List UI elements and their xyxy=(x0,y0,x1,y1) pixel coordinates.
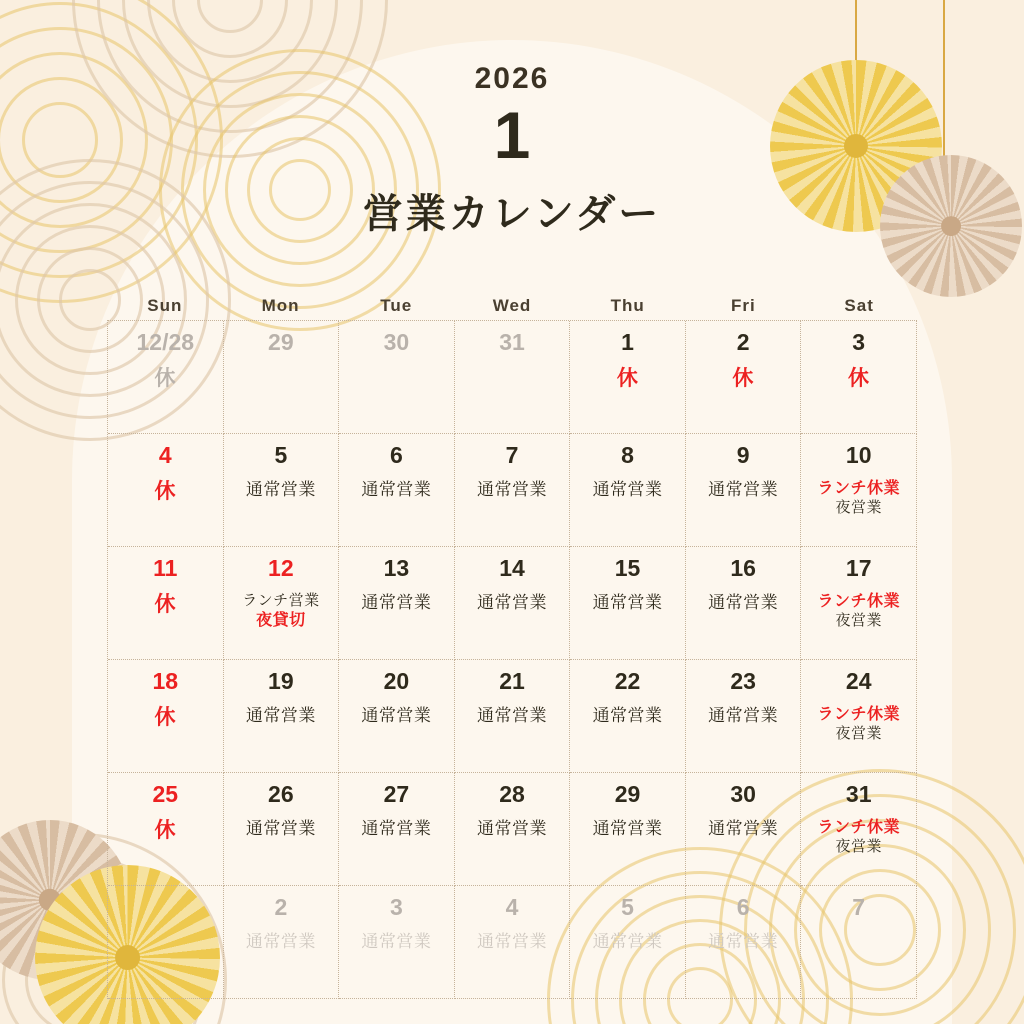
day-number: 6 xyxy=(736,894,750,920)
calendar-day-cell[interactable] xyxy=(108,886,224,999)
day-number: 17 xyxy=(845,555,872,581)
calendar-day-cell[interactable] xyxy=(801,434,917,547)
calendar-day-cell[interactable] xyxy=(224,547,340,660)
day-number: 5 xyxy=(621,894,634,920)
calendar-day-cell[interactable] xyxy=(455,660,571,773)
weekday-label-mon: Mon xyxy=(261,296,300,315)
day-note: 通常営業 xyxy=(361,706,432,726)
day-note: 通常営業 xyxy=(592,480,663,500)
day-note: 休 xyxy=(154,819,177,843)
calendar-day-cell[interactable] xyxy=(339,886,455,999)
day-note: 通常営業 xyxy=(476,480,547,500)
day-number: 25 xyxy=(152,781,179,807)
calendar-day-cell[interactable] xyxy=(686,434,802,547)
calendar-day-cell[interactable] xyxy=(455,434,571,547)
day-note: 通常営業 xyxy=(476,932,547,952)
day-number: 10 xyxy=(845,442,872,468)
day-number: 22 xyxy=(614,668,641,694)
day-note: 休 xyxy=(154,593,177,617)
day-note: 通常営業 xyxy=(708,593,779,613)
year-label: 2026 xyxy=(474,62,550,95)
calendar-week-row xyxy=(108,547,917,660)
day-number: 12/28 xyxy=(136,329,195,355)
day-note: 休 xyxy=(732,367,754,391)
day-note-line-1: ランチ休業 xyxy=(817,480,900,498)
calendar-day-cell[interactable] xyxy=(570,321,686,434)
calendar-day-cell[interactable] xyxy=(339,321,455,434)
day-note: 通常営業 xyxy=(245,819,316,839)
calendar-day-cell[interactable] xyxy=(455,886,571,999)
calendar-day-cell[interactable] xyxy=(455,547,571,660)
day-note: 休 xyxy=(154,706,177,730)
calendar-week-row xyxy=(108,434,917,547)
day-note: 通常営業 xyxy=(592,819,663,839)
day-note-line-2: 夜営業 xyxy=(835,499,882,517)
calendar-day-cell[interactable] xyxy=(339,547,455,660)
day-note xyxy=(224,592,339,631)
day-note-line-2: 夜貸切 xyxy=(256,612,306,630)
day-number: 31 xyxy=(845,781,872,807)
calendar-day-cell[interactable] xyxy=(686,547,802,660)
day-number: 29 xyxy=(268,329,294,355)
day-note xyxy=(801,705,916,744)
calendar-day-cell[interactable] xyxy=(570,434,686,547)
calendar-day-cell[interactable] xyxy=(108,434,224,547)
day-number: 3 xyxy=(390,894,403,920)
day-number: 30 xyxy=(383,329,410,355)
day-note: 休 xyxy=(154,367,177,391)
day-note: 通常営業 xyxy=(476,593,547,613)
day-number: 14 xyxy=(499,555,525,581)
day-note: 通常営業 xyxy=(476,819,547,839)
day-note-line-1: ランチ休業 xyxy=(817,819,900,837)
day-number: 13 xyxy=(383,555,410,581)
day-number: 7 xyxy=(505,442,519,468)
day-note-line-1: ランチ営業 xyxy=(242,592,320,610)
calendar-day-cell[interactable] xyxy=(801,773,917,886)
calendar-day-cell[interactable] xyxy=(224,321,340,434)
calendar-day-cell[interactable] xyxy=(108,547,224,660)
day-note: 通常営業 xyxy=(708,706,779,726)
calendar-day-cell[interactable] xyxy=(224,660,340,773)
day-number: 30 xyxy=(730,781,756,807)
day-note: 休 xyxy=(154,480,177,504)
day-number: 2 xyxy=(736,329,750,355)
calendar-day-cell[interactable] xyxy=(455,321,571,434)
calendar-day-cell[interactable] xyxy=(108,773,224,886)
day-number: 12 xyxy=(268,555,294,581)
weekday-label-tue: Tue xyxy=(380,296,413,315)
day-note: 通常営業 xyxy=(361,593,432,613)
day-number: 23 xyxy=(730,668,756,694)
calendar-day-cell[interactable] xyxy=(570,547,686,660)
day-number: 16 xyxy=(730,555,756,581)
calendar-day-cell[interactable] xyxy=(339,434,455,547)
day-note: 通常営業 xyxy=(245,480,316,500)
day-note: 休 xyxy=(616,367,639,391)
day-note: 通常営業 xyxy=(708,480,779,500)
day-note: 休 xyxy=(847,367,870,391)
day-number: 5 xyxy=(274,442,288,468)
calendar-day-cell[interactable] xyxy=(686,321,802,434)
day-number: 9 xyxy=(736,442,750,468)
day-number: 6 xyxy=(390,442,403,468)
calendar-week-row xyxy=(108,660,917,773)
day-number: 1 xyxy=(621,329,634,355)
calendar-day-cell[interactable] xyxy=(224,773,340,886)
day-note: 通常営業 xyxy=(708,932,779,952)
weekday-label-sun: Sun xyxy=(147,296,183,315)
weekday-label-thu: Thu xyxy=(610,296,645,315)
day-number: 11 xyxy=(153,555,178,581)
day-number: 28 xyxy=(499,781,525,807)
day-number: 29 xyxy=(614,781,641,807)
day-number: 4 xyxy=(158,442,172,468)
calendar-grid xyxy=(107,320,917,999)
calendar-day-cell[interactable] xyxy=(339,660,455,773)
day-number: 24 xyxy=(845,668,872,694)
calendar-day-cell[interactable] xyxy=(801,886,917,999)
day-note: 通常営業 xyxy=(361,480,432,500)
day-number: 26 xyxy=(268,781,294,807)
day-note-line-1: ランチ休業 xyxy=(817,706,900,724)
day-number: 20 xyxy=(383,668,410,694)
calendar-day-cell[interactable] xyxy=(224,886,340,999)
day-note: 通常営業 xyxy=(361,932,432,952)
day-note: 通常営業 xyxy=(361,819,432,839)
day-number: 15 xyxy=(614,555,641,581)
day-note: 通常営業 xyxy=(245,932,316,952)
day-number: 19 xyxy=(268,668,294,694)
weekday-label-fri: Fri xyxy=(731,296,756,315)
day-note xyxy=(801,592,916,631)
day-number: 3 xyxy=(852,329,866,355)
day-note: 通常営業 xyxy=(245,706,316,726)
calendar-day-cell[interactable] xyxy=(224,434,340,547)
calendar-day-cell[interactable] xyxy=(570,886,686,999)
weekday-label-sat: Sat xyxy=(844,296,874,315)
calendar-day-cell[interactable] xyxy=(339,773,455,886)
day-number: 27 xyxy=(383,781,410,807)
page-title: 営業カレンダー xyxy=(362,192,662,236)
calendar-day-cell[interactable] xyxy=(801,660,917,773)
calendar-day-cell[interactable] xyxy=(570,660,686,773)
calendar-day-cell[interactable] xyxy=(455,773,571,886)
calendar-day-cell[interactable] xyxy=(108,660,224,773)
calendar-day-cell[interactable] xyxy=(801,321,917,434)
calendar-day-cell[interactable] xyxy=(570,773,686,886)
month-label: 1 xyxy=(493,98,531,172)
day-note-line-2: 夜営業 xyxy=(835,725,882,743)
day-note: 通常営業 xyxy=(592,706,663,726)
day-note-line-2: 夜営業 xyxy=(835,612,882,630)
calendar-header xyxy=(0,62,1024,239)
calendar-week-row xyxy=(108,886,917,999)
day-number: 8 xyxy=(621,442,634,468)
calendar-day-cell[interactable] xyxy=(801,547,917,660)
day-note: 通常営業 xyxy=(592,932,663,952)
calendar-day-cell[interactable] xyxy=(686,773,802,886)
day-note-line-2: 夜営業 xyxy=(835,838,882,856)
business-calendar xyxy=(107,296,917,999)
day-note: 通常営業 xyxy=(592,593,663,613)
day-note: 通常営業 xyxy=(708,819,779,839)
day-number: 4 xyxy=(505,894,519,920)
day-number: 2 xyxy=(274,894,288,920)
weekday-header-row xyxy=(107,296,917,316)
calendar-week-row xyxy=(108,321,917,434)
calendar-day-cell[interactable] xyxy=(108,321,224,434)
calendar-day-cell[interactable] xyxy=(686,886,802,999)
day-number: 21 xyxy=(499,668,525,694)
day-note: 通常営業 xyxy=(476,706,547,726)
calendar-day-cell[interactable] xyxy=(686,660,802,773)
day-number: 31 xyxy=(499,329,525,355)
weekday-label-wed: Wed xyxy=(492,296,532,315)
day-number: 7 xyxy=(852,894,866,920)
day-note-line-1: ランチ休業 xyxy=(817,593,900,611)
day-note xyxy=(801,479,916,518)
calendar-week-row xyxy=(108,773,917,886)
day-note xyxy=(801,818,916,857)
day-number: 18 xyxy=(152,668,179,694)
